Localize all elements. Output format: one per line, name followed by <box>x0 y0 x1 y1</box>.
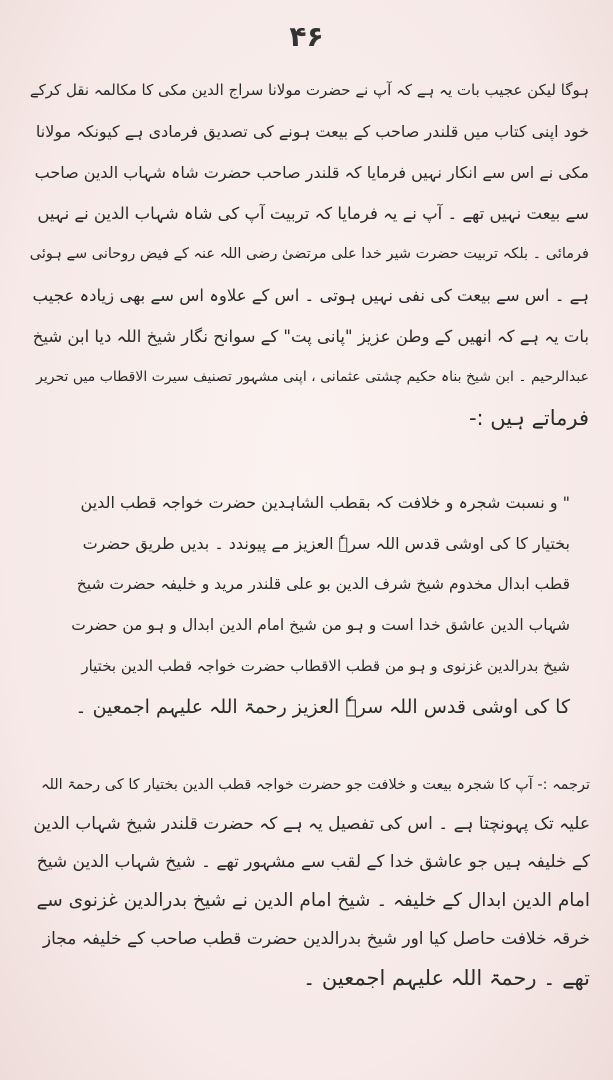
quote-line: قطب ابدال مخدوم شیخ شرف الدین بو علی قلندر مرید و خلیفہ حضرت شیخ <box>76 575 570 593</box>
quote-line: کا کی اوشی قدس اللہ سرہٗ العزیز رحمۃ اللہ علیہم اجمعین ۔ <box>75 696 570 718</box>
text-line: ہے ۔ اس سے بیعت کی نفی نہیں ہوتی ۔ اس کے علاوہ اس سے بھی زیادہ عجیب <box>32 286 589 305</box>
page-number: ۴۶ <box>289 20 324 53</box>
translation-line: ترجمہ :- آپ کا شجرہ بیعت و خلافت جو حضرت خواجہ قطب الدین بختیار کا کی رحمۃ اللہ <box>40 777 590 793</box>
main-paragraph <box>24 70 589 439</box>
quote-line: بختیار کا کی اوشی قدس اللہ سرہٗ العزیز مے پیوندد ۔ بدیں طریق حضرت <box>82 534 570 553</box>
text-line: سے بیعت نہیں تھے ۔ آپ نے یہ فرمایا کہ تربیت آپ کی شاہ شہاب الدین نے نہیں <box>37 204 589 223</box>
text-line: خود اپنی کتاب میں قلندر صاحب کے بیعت ہونے کی تصدیق فرمادی ہے کیونکہ مولانا <box>35 122 589 141</box>
translation-line: علیہ تک پہونچتا ہے ۔ اس کی تفصیل یہ ہے کہ حضرت قلندر شیخ شہاب الدین <box>33 813 590 834</box>
text-line: عبدالرحیم ۔ ابن شیخ بناہ حکیم چشتی عثمانی ، اپنی مشہور تصنیف سیرت الاقطاب میں تحریر <box>36 369 589 385</box>
translation-line: امام الدین ابدال کے خلیفہ ۔ شیخ امام الدین نے شیخ بدرالدین غزنوی سے <box>36 889 590 911</box>
quote-line: شیخ بدرالدین غزنوی و ہو من قطب الاقطاب حضرت خواجہ قطب الدین بختیار <box>81 657 570 675</box>
text-line: فرماتے ہیں :- <box>468 406 589 430</box>
text-line: بات یہ ہے کہ انھیں کے وطن عزیز "پانی پت" کے سوانح نگار شیخ اللہ دیا ابن شیخ <box>32 327 589 346</box>
text-line: مکی نے اس سے انکار نہیں فرمایا کہ قلندر صاحب حضرت شاہ شہاب الدین صاحب <box>34 163 589 182</box>
quote-line: " و نسبت شجرہ و خلافت کہ بقطب الشاہدین حضرت خواجہ قطب الدین <box>80 493 570 512</box>
quote-line: شہاب الدین عاشق خدا است و ہو من شیخ امام الدین ابدال و ہو من حضرت <box>71 616 570 634</box>
text-line: فرمائی ۔ بلکہ تربیت حضرت شیر خدا علی مرتضیٰ رضی اللہ عنہ کے فیض روحانی سے ہوئی <box>29 246 589 262</box>
translation-paragraph <box>30 766 590 997</box>
translation-line: تھے ۔ رحمۃ اللہ علیہم اجمعین ۔ <box>302 965 590 990</box>
translation-line: خرقہ خلافت حاصل کیا اور شیخ بدرالدین حضرت قطب صاحب کے خلیفہ مجاز <box>42 929 590 949</box>
persian-quote <box>70 482 570 728</box>
translation-line: کے خلیفہ ہیں جو عاشق خدا کے لقب سے مشہور تھے ۔ شیخ شہاب الدین شیخ <box>36 852 590 872</box>
text-line: ہوگا لیکن عجیب بات یہ ہے کہ آپ نے حضرت مولانا سراج الدین مکی کا مکالمہ نقل کرکے <box>29 81 589 99</box>
